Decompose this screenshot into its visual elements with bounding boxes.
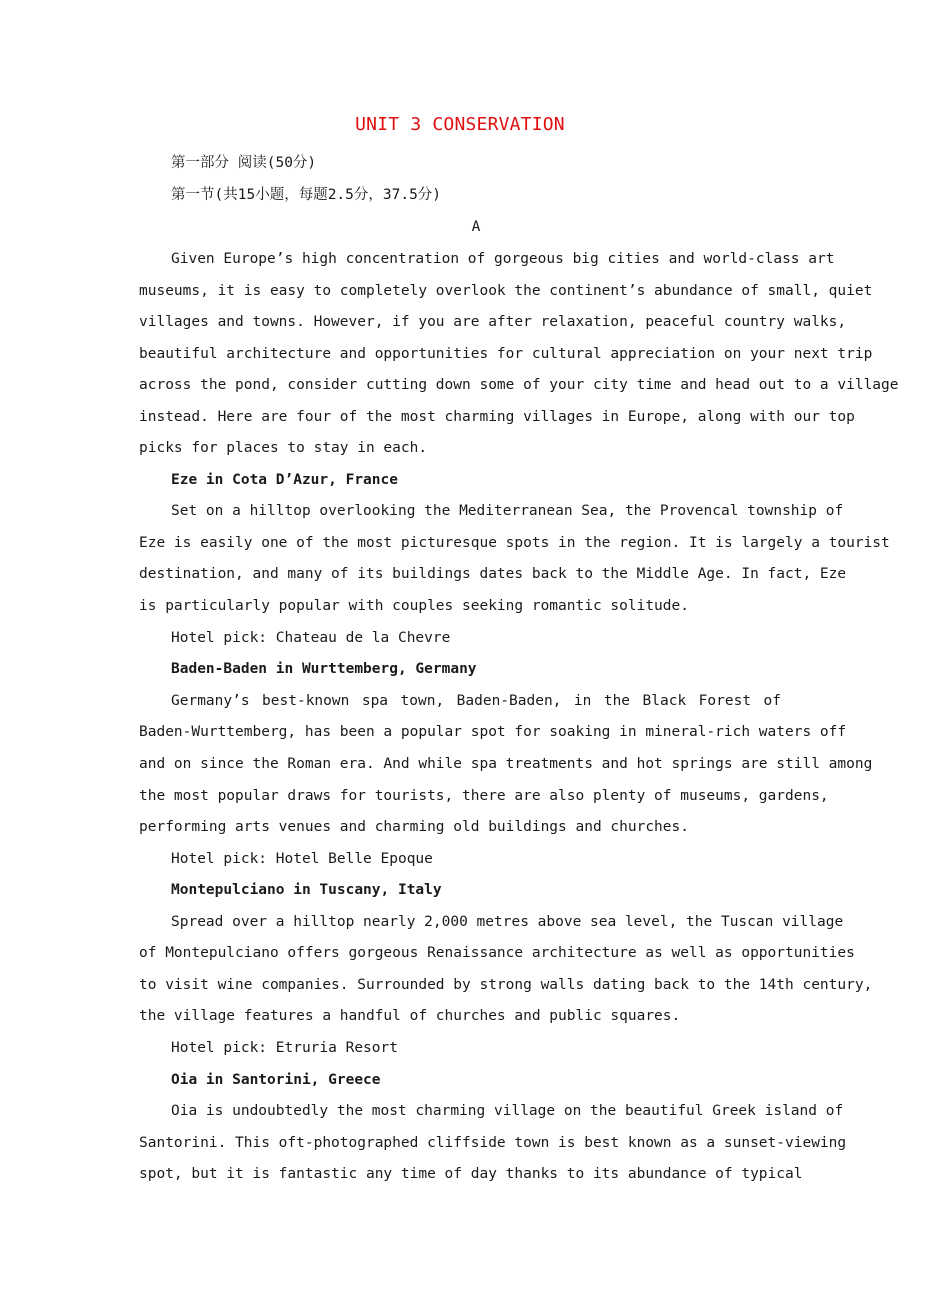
village-body-line: Spread over a hilltop nearly 2,000 metres above sea level, the Tuscan village <box>171 914 844 930</box>
village-body-line: Baden-Wurttemberg, has been a popular spot for soaking in mineral-rich waters off <box>139 724 847 740</box>
village-body-line: Germany’s best-known spa town, Baden-Baden, in the Black Forest of <box>171 693 781 709</box>
unit-title: UNIT 3 CONSERVATION <box>355 114 565 135</box>
hotel-pick: Hotel pick: Chateau de la Chevre <box>171 630 451 646</box>
village-body-line: Eze is easily one of the most picturesque spots in the region. It is largely a tourist <box>139 535 890 551</box>
passage-letter: A <box>471 219 481 235</box>
intro-line: museums, it is easy to completely overlook the continent’s abundance of small, quiet <box>139 283 873 299</box>
village-heading: Montepulciano in Tuscany, Italy <box>171 882 442 898</box>
village-body-line: the village features a handful of churches and public squares. <box>139 1008 681 1024</box>
village-body-line: of Montepulciano offers gorgeous Renaissance architecture as well as opportunities <box>139 945 855 961</box>
village-body-line: destination, and many of its buildings dates back to the Middle Age. In fact, Eze <box>139 566 847 582</box>
village-heading: Oia in Santorini, Greece <box>171 1072 381 1088</box>
intro-line: instead. Here are four of the most charming villages in Europe, along with our top <box>139 409 855 425</box>
village-heading: Baden-Baden in Wurttemberg, Germany <box>171 661 477 677</box>
section-part-heading: 第一部分 阅读(50分) <box>171 155 317 171</box>
village-body-line: Set on a hilltop overlooking the Mediterranean Sea, the Provencal township of <box>171 503 844 519</box>
village-body-line: is particularly popular with couples seeking romantic solitude. <box>139 598 689 614</box>
village-body-line: Santorini. This oft-photographed cliffside town is best known as a sunset-viewing <box>139 1135 847 1151</box>
village-heading: Eze in Cota D’Azur, France <box>171 472 398 488</box>
village-body-line: spot, but it is fantastic any time of day thanks to its abundance of typical <box>139 1166 803 1182</box>
village-body-line: and on since the Roman era. And while spa treatments and hot springs are still among <box>139 756 873 772</box>
hotel-pick: Hotel pick: Etruria Resort <box>171 1040 398 1056</box>
hotel-pick: Hotel pick: Hotel Belle Epoque <box>171 851 433 867</box>
village-body-line: performing arts venues and charming old buildings and churches. <box>139 819 689 835</box>
intro-line: beautiful architecture and opportunities for cultural appreciation on your next trip <box>139 346 873 362</box>
village-body-line: to visit wine companies. Surrounded by strong walls dating back to the 14th century, <box>139 977 873 993</box>
intro-line: Given Europe’s high concentration of gorgeous big cities and world-class art <box>171 251 835 267</box>
village-body-line: Oia is undoubtedly the most charming village on the beautiful Greek island of <box>171 1103 844 1119</box>
intro-line: across the pond, consider cutting down some of your city time and head out to a village <box>139 377 899 393</box>
section-sub-heading: 第一节(共15小题，每题2.5分，37.5分) <box>171 187 442 203</box>
intro-line: picks for places to stay in each. <box>139 440 428 456</box>
intro-line: villages and towns. However, if you are after relaxation, peaceful country walks, <box>139 314 847 330</box>
village-body-line: the most popular draws for tourists, there are also plenty of museums, gardens, <box>139 788 829 804</box>
